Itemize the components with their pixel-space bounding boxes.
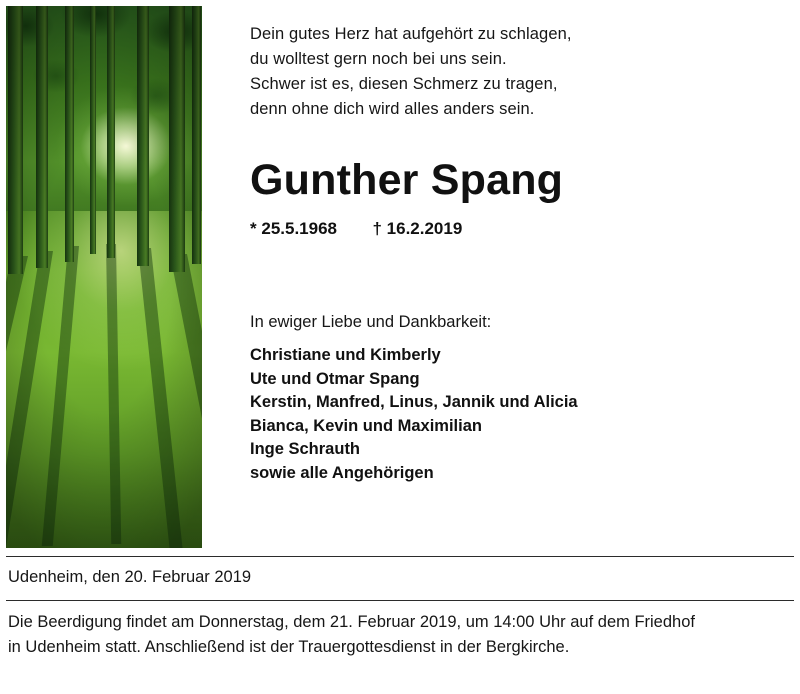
death-symbol: † [372, 219, 382, 238]
deceased-name: Gunther Spang [250, 156, 564, 204]
notice-text-column [250, 0, 784, 485]
surviving-family-list [250, 344, 784, 485]
funeral-info-line: in Udenheim statt. Anschließend ist der Trauergottesdienst in der Bergkirche. [8, 638, 570, 656]
verse-line: Schwer ist es, diesen Schmerz zu tragen, [250, 75, 558, 93]
life-dates [250, 219, 784, 239]
verse-line: denn ohne dich wird alles anders sein. [250, 100, 535, 118]
family-member-line: Bianca, Kevin und Maximilian [250, 416, 482, 435]
verse-line: du wolltest gern noch bei uns sein. [250, 50, 507, 68]
birth-symbol: * [250, 219, 257, 238]
funeral-information [8, 610, 792, 660]
dedication-line: In ewiger Liebe und Dankbarkeit: [250, 313, 492, 331]
place-and-date: Udenheim, den 20. Februar 2019 [8, 568, 252, 586]
birth-date: 25.5.1968 [261, 219, 337, 238]
family-member-line: Christiane und Kimberly [250, 346, 441, 364]
sunlit-forest-photo [6, 6, 202, 548]
divider-upper [6, 556, 794, 557]
verse-line: Dein gutes Herz hat aufgehört zu schlagen, [250, 25, 572, 43]
memorial-verse [250, 22, 784, 122]
funeral-info-line: Die Beerdigung findet am Donnerstag, dem 21. Februar 2019, um 14:00 Uhr auf dem Friedhof [8, 613, 695, 631]
family-member-line: Inge Schrauth [250, 440, 361, 458]
death-date: 16.2.2019 [386, 219, 463, 238]
divider-lower [6, 600, 794, 601]
family-member-line: Kerstin, Manfred, Linus, Jannik und Alicia [250, 393, 578, 411]
photo-vignette [6, 6, 202, 548]
family-member-line: sowie alle Angehörigen [250, 463, 434, 482]
family-member-line: Ute und Otmar Spang [250, 369, 420, 388]
